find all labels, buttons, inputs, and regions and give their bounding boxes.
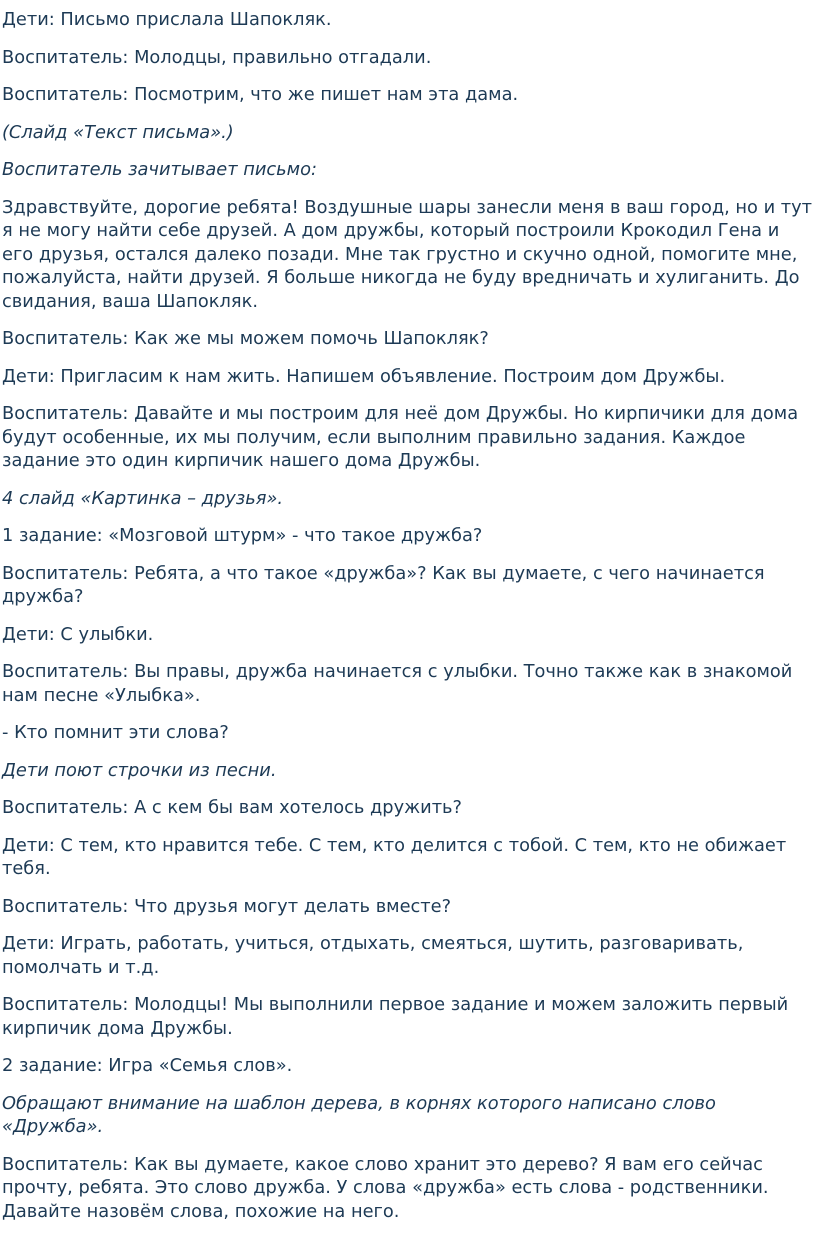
stage-direction: 4 слайд «Картинка – друзья». (2, 487, 284, 509)
letter-text: Здравствуйте, дорогие ребята! Воздушные шары занесли меня в ваш город, но и тут я не могу найти себе друзей. А дом дружбы, который построили Крокодил Гена и его друзья, остался далеко позади. Мне так грустно и скучно одной, помогите мне, пожалуйста, найти друзей. Я больше никогда не буду вредничать и хулиганить. До свидания, ваша Шапокляк. (2, 196, 813, 312)
stage-direction: Воспитатель зачитывает письмо: (2, 159, 317, 180)
paragraph: - Кто помнит эти слова? (2, 722, 229, 743)
paragraph: Дети: Играть, работать, учиться, отдыхать, смеяться, шутить, разговаривать, помолчать и т.д. (2, 933, 744, 978)
task-heading: 1 задание: «Мозговой штурм» - что такое дружба? (2, 525, 483, 546)
paragraph: Дети: Пригласим к нам жить. Напишем объявление. Построим дом Дружбы. (2, 365, 726, 387)
document-page (2, 8, 814, 1237)
paragraph: Воспитатель: А с кем бы вам хотелось дружить? (2, 797, 462, 818)
task-heading: 2 задание: Игра «Семья слов». (2, 1055, 293, 1076)
stage-direction: Обращают внимание на шаблон дерева, в корнях которого написано слово «Дружба». (2, 1092, 716, 1137)
paragraph: Дети: Письмо прислала Шапокляк. (2, 9, 332, 30)
paragraph: Дети: С тем, кто нравится тебе. С тем, кто делится с тобой. С тем, кто не обижает тебя. (2, 834, 787, 879)
paragraph: Воспитатель: Как вы думаете, какое слово хранит это дерево? Я вам его сейчас прочту, ребята. Это слово дружба. У слова «дружба» есть слова - родственники. Давайте назовём слова, похожие на него. (2, 1153, 769, 1222)
paragraph: Воспитатель: Посмотрим, что же пишет нам эта дама. (2, 84, 519, 105)
paragraph: Дети: С улыбки. (2, 623, 154, 645)
paragraph: Воспитатель: Как же мы можем помочь Шапокляк? (2, 328, 489, 349)
stage-direction: (Слайд «Текст письма».) (2, 121, 234, 143)
paragraph: Воспитатель: Давайте и мы построим для неё дом Дружбы. Но кирпичики для дома будут особенные, их мы получим, если выполним правильно задания. Каждое задание это один кирпичик нашего дома Дружбы. (2, 403, 799, 471)
paragraph: Воспитатель: Ребята, а что такое «дружба»? Как вы думаете, с чего начинается дружба? (2, 562, 765, 607)
paragraph: Воспитатель: Молодцы, правильно отгадали. (2, 46, 432, 68)
paragraph: Воспитатель: Молодцы! Мы выполнили первое задание и можем заложить первый кирпичик дома Дружбы. (2, 994, 789, 1039)
paragraph: Воспитатель: Что друзья могут делать вместе? (2, 895, 452, 917)
stage-direction: Дети поют строчки из песни. (2, 759, 277, 781)
paragraph: Воспитатель: Вы правы, дружба начинается с улыбки. Точно также как в знакомой нам песне «Улыбка». (2, 661, 793, 706)
